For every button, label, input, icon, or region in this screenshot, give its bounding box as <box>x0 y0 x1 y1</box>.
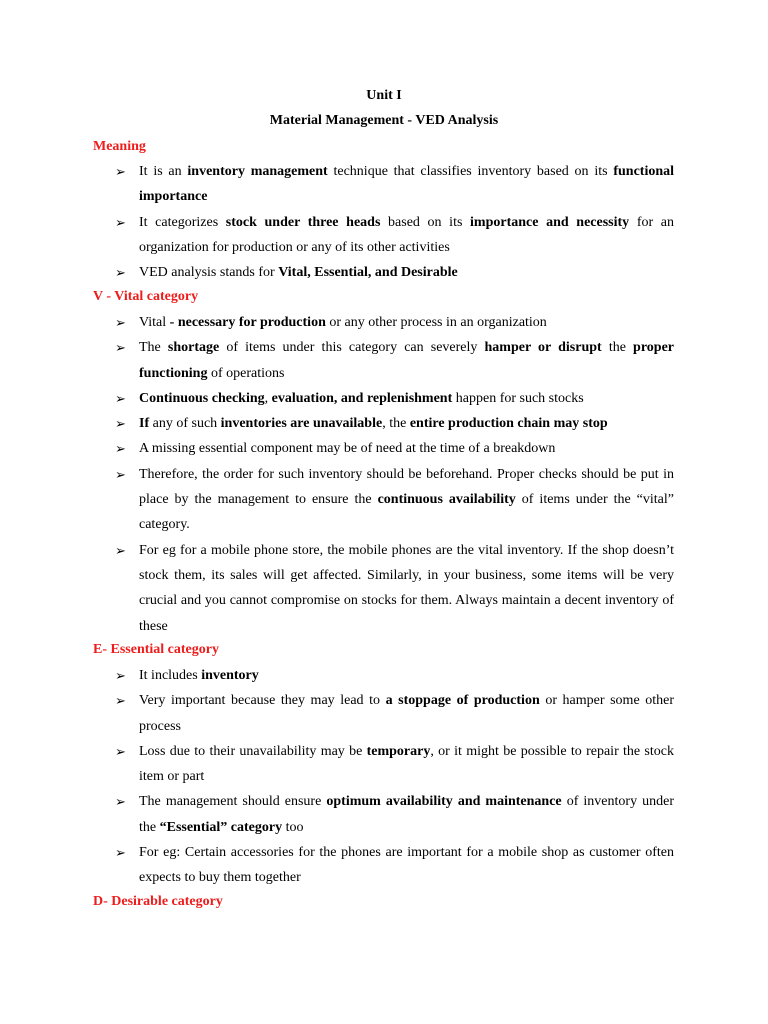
text-run: of inventory under the <box>139 794 674 835</box>
text-run: of items under the “vital” category. <box>139 492 674 533</box>
text-run: For eg for a mobile phone store, the mobile phones are the vital inventory. If the shop doesn’t stock them, its sales will get affected. Similarly, in your business, some items will be very crucial and you cannot compromise on stocks for them. Always maintain a decent inventory of these <box>139 542 674 634</box>
bold-text: temporary <box>366 743 431 759</box>
arrow-bullet-icon: ➢ <box>115 340 126 356</box>
text-run: It includes <box>139 668 202 683</box>
arrow-bullet-icon: ➢ <box>115 845 126 861</box>
bold-text: proper functioning <box>139 340 675 381</box>
text-run: It categorizes <box>139 214 226 230</box>
text-run: Very important because they may lead to <box>139 693 386 709</box>
bold-text: Vital, Essential, and Desirable <box>278 265 458 281</box>
arrow-bullet-icon: ➢ <box>115 214 126 230</box>
unit-title: Unit I <box>366 88 402 103</box>
bold-text: - necessary for production <box>169 315 326 330</box>
bullet-item <box>115 310 674 335</box>
bold-text: evaluation, and replenishment <box>271 390 453 406</box>
bold-text: hamper or disrupt <box>484 340 602 356</box>
bold-text: stock under three heads <box>225 214 381 230</box>
arrow-bullet-icon: ➢ <box>115 743 126 759</box>
bullet-item <box>115 260 674 285</box>
text-run: for an organization for production or any of its other activities <box>139 214 674 255</box>
essential-bullet-list <box>0 663 674 891</box>
bold-text: inventories are unavailable <box>220 416 383 432</box>
bold-text: optimum availability and maintenance <box>326 794 562 810</box>
text-run: of items under this category can severely <box>219 340 485 356</box>
bullet-item <box>115 386 674 411</box>
bullet-item <box>115 210 674 261</box>
bold-text: a stoppage of production <box>385 693 540 709</box>
bold-text: continuous availability <box>377 492 516 508</box>
text-run: Vital <box>139 315 170 330</box>
text-run: happen for such stocks <box>452 390 584 406</box>
text-run: or hamper some other process <box>139 693 674 734</box>
text-run: The <box>139 340 168 356</box>
text-run: VED analysis stands for <box>139 265 279 281</box>
text-run: , the <box>382 416 410 432</box>
text-run: of operations <box>207 365 285 381</box>
text-run: technique that classifies inventory based on its <box>327 164 614 179</box>
bullet-item <box>115 739 674 790</box>
meaning-bullet-list <box>0 159 674 285</box>
arrow-bullet-icon: ➢ <box>115 466 126 482</box>
bullet-item <box>115 663 674 688</box>
bold-text: inventory management <box>187 164 328 179</box>
document-title: Material Management - VED Analysis <box>269 113 499 128</box>
text-run: The management should ensure <box>139 794 327 810</box>
text-run: A missing essential component may be of need at the time of a breakdown <box>139 441 556 457</box>
section-heading-essential: E- Essential category <box>93 642 219 657</box>
bold-text: shortage <box>167 340 220 356</box>
text-run: Loss due to their unavailability may be <box>139 743 367 759</box>
arrow-bullet-icon: ➢ <box>115 416 126 432</box>
bullet-item <box>115 688 674 739</box>
bullet-item <box>115 789 674 840</box>
bold-text: “Essential” category <box>159 819 283 835</box>
arrow-bullet-icon: ➢ <box>115 265 126 281</box>
arrow-bullet-icon: ➢ <box>115 693 126 709</box>
arrow-bullet-icon: ➢ <box>115 390 126 406</box>
arrow-bullet-icon: ➢ <box>115 441 126 457</box>
vital-bullet-list <box>0 310 674 639</box>
text-run: based on its <box>380 214 471 230</box>
bullet-item <box>115 840 674 891</box>
section-heading-desirable: D- Desirable category <box>93 894 223 909</box>
bullet-item <box>115 411 674 436</box>
text-run: too <box>282 819 304 835</box>
bold-text: importance and necessity <box>470 214 630 230</box>
bullet-item <box>115 436 674 461</box>
arrow-bullet-icon: ➢ <box>115 542 126 558</box>
text-run: the <box>601 340 634 356</box>
bold-text: functional importance <box>139 164 675 205</box>
text-run: , or it might be possible to repair the stock item or part <box>139 743 674 785</box>
text-run: It is an <box>139 164 188 179</box>
text-run: , <box>264 390 272 406</box>
bold-text: Continuous checking <box>139 390 265 406</box>
bold-text: If <box>139 416 150 432</box>
arrow-bullet-icon: ➢ <box>115 668 126 683</box>
bullet-item <box>115 335 675 386</box>
bullet-item <box>115 462 674 538</box>
section-heading-meaning: Meaning <box>93 139 146 154</box>
text-run: any of such <box>149 416 221 432</box>
arrow-bullet-icon: ➢ <box>115 794 126 810</box>
bold-text: entire production chain may stop <box>409 416 608 432</box>
arrow-bullet-icon: ➢ <box>115 315 126 330</box>
bold-text: inventory <box>201 668 259 683</box>
arrow-bullet-icon: ➢ <box>115 164 126 179</box>
text-run: Therefore, the order for such inventory should be beforehand. Proper checks should be put in place by the management to ensure the <box>139 466 674 508</box>
text-run: For eg: Certain accessories for the phones are important for a mobile shop as customer often expects to buy them together <box>139 845 674 886</box>
bullet-item <box>115 538 674 639</box>
bullet-item <box>115 159 675 210</box>
section-heading-vital: V - Vital category <box>93 289 199 304</box>
text-run: or any other process in an organization <box>325 315 547 330</box>
